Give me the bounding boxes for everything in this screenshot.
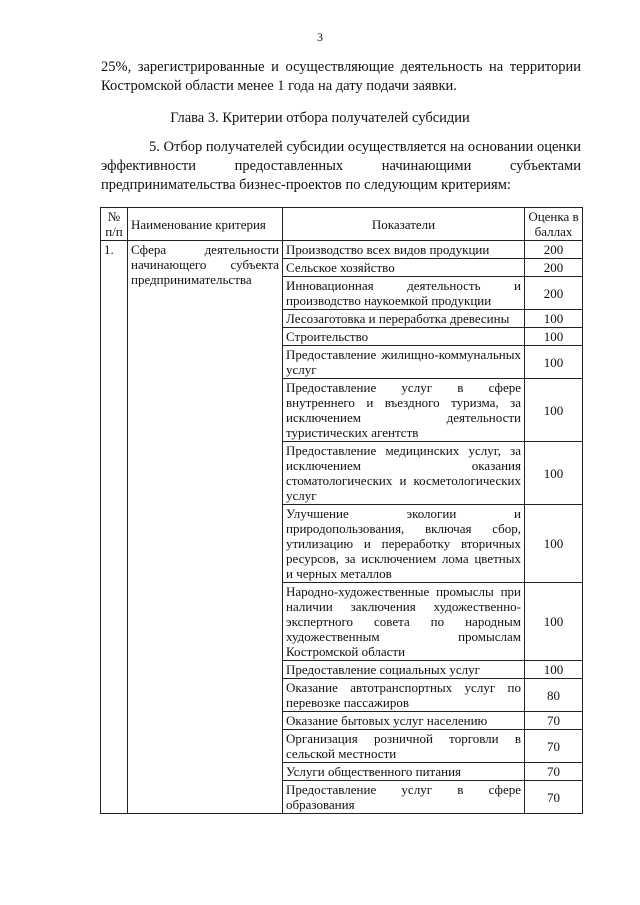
criteria-table: [100, 207, 583, 814]
page-number: 3: [317, 30, 323, 44]
table-header-row: [101, 208, 583, 241]
indicator-cell: Предоставление услуг в сфере внутреннего и въездного туризма, за исключением деятельности туристических агентств: [283, 379, 525, 442]
indicator-cell: Производство всех видов продукции: [283, 241, 525, 259]
score-cell: 70: [525, 781, 583, 814]
score-cell: 100: [525, 442, 583, 505]
score-cell: 200: [525, 241, 583, 259]
header-indicators: Показатели: [283, 208, 525, 241]
indicator-cell: Предоставление социальных услуг: [283, 661, 525, 679]
row-number: 1.: [101, 241, 128, 814]
header-score: Оценка в баллах: [525, 208, 583, 241]
intro-line-2: Костромской области менее 1 года на дату подачи заявки.: [101, 78, 457, 94]
section-5-line-2: эффективности предоставленных начинающими субъектами: [101, 158, 581, 174]
score-cell: 100: [525, 346, 583, 379]
score-cell: 200: [525, 277, 583, 310]
intro-paragraph: [101, 58, 581, 96]
score-cell: 70: [525, 712, 583, 730]
score-cell: 70: [525, 730, 583, 763]
indicator-cell: Организация розничной торговли в сельской местности: [283, 730, 525, 763]
indicator-cell: Предоставление жилищно-коммунальных услуг: [283, 346, 525, 379]
indicator-cell: Услуги общественного питания: [283, 763, 525, 781]
header-criterion: Наименование критерия: [128, 208, 283, 241]
score-cell: 70: [525, 763, 583, 781]
indicator-cell: Оказание бытовых услуг населению: [283, 712, 525, 730]
indicator-cell: Оказание автотранспортных услуг по перевозке пассажиров: [283, 679, 525, 712]
score-cell: 100: [525, 583, 583, 661]
section-5-line-1: 5. Отбор получателей субсидии осуществляется на основании оценки: [149, 139, 581, 155]
indicator-cell: Народно-художественные промыслы при наличии заключения художественно-экспертного совета по народным художественным промыслам Костромской области: [283, 583, 525, 661]
indicator-cell: Сельское хозяйство: [283, 259, 525, 277]
indicator-cell: Предоставление медицинских услуг, за исключением оказания стоматологических и косметологических услуг: [283, 442, 525, 505]
indicator-cell: Инновационная деятельность и производство наукоемкой продукции: [283, 277, 525, 310]
criterion-name: Сфера деятельности начинающего субъекта предпринимательства: [128, 241, 283, 814]
indicator-cell: Улучшение экологии и природопользования, включая сбор, утилизацию и переработку вторичных ресурсов, за исключением лома цветных и черных металлов: [283, 505, 525, 583]
score-cell: 100: [525, 661, 583, 679]
intro-line-1: 25%, зарегистрированные и осуществляющие деятельность на территории: [101, 59, 581, 75]
score-cell: 100: [525, 505, 583, 583]
indicator-cell: Предоставление услуг в сфере образования: [283, 781, 525, 814]
score-cell: 100: [525, 310, 583, 328]
score-cell: 80: [525, 679, 583, 712]
header-num: № п/п: [101, 208, 128, 241]
score-cell: 100: [525, 328, 583, 346]
indicator-cell: Лесозаготовка и переработка древесины: [283, 310, 525, 328]
chapter-title: Глава 3. Критерии отбора получателей субсидии: [170, 110, 470, 126]
score-cell: 200: [525, 259, 583, 277]
table-row: [101, 241, 583, 259]
indicator-cell: Строительство: [283, 328, 525, 346]
score-cell: 100: [525, 379, 583, 442]
section-5-line-3: предпринимательства бизнес-проектов по следующим критериям:: [101, 177, 511, 193]
section-5-paragraph: [101, 138, 581, 195]
